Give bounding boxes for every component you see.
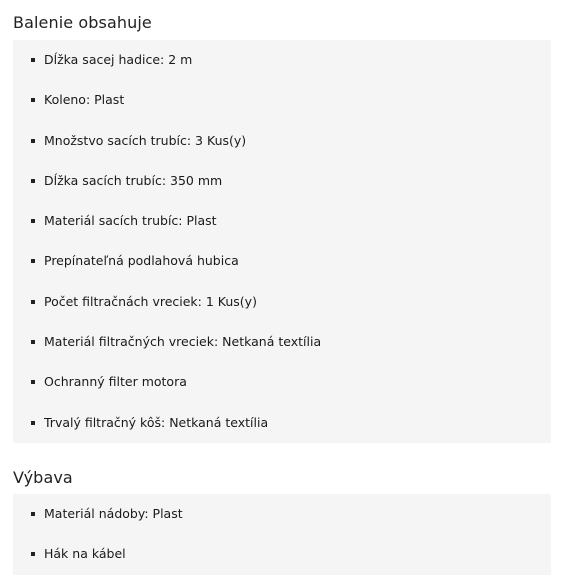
list-item — [13, 40, 551, 80]
list-item-text: Materiál filtračných vreciek: Netkaná textília — [44, 334, 322, 350]
list-item — [13, 121, 551, 161]
package-contents-section — [13, 10, 551, 443]
list-item-text: Dĺžka sacích trubíc: 350 mm — [44, 172, 223, 188]
list-item-text: Hák na kábel — [44, 546, 126, 562]
bullet-icon — [31, 58, 35, 62]
equipment-section — [13, 465, 551, 575]
bullet-icon — [31, 512, 35, 516]
list-item-text: Koleno: Plast — [44, 92, 125, 108]
list-item — [13, 80, 551, 120]
list-item-text: Trvalý filtračný kôš: Netkaná textília — [44, 414, 269, 430]
list-item-text: Materiál sacích trubíc: Plast — [44, 213, 217, 229]
bullet-icon — [31, 98, 35, 102]
list-item-text: Prepínateľná podlahová hubica — [44, 253, 239, 269]
bullet-icon — [31, 179, 35, 183]
list-item — [13, 322, 551, 362]
bullet-icon — [31, 219, 35, 223]
equipment-title: Výbava — [13, 468, 73, 487]
equipment-list — [13, 494, 551, 575]
package-contents-title: Balenie obsahuje — [13, 13, 152, 32]
bullet-icon — [31, 259, 35, 263]
list-item-text: Dĺžka sacej hadice: 2 m — [44, 52, 193, 67]
bullet-icon — [31, 139, 35, 143]
bullet-icon — [31, 552, 35, 556]
bullet-icon — [31, 340, 35, 344]
list-item-text: Počet filtračnách vreciek: 1 Kus(y) — [44, 293, 257, 309]
list-item — [13, 241, 551, 281]
package-contents-list — [13, 40, 551, 443]
list-item-text: Množstvo sacích trubíc: 3 Kus(y) — [44, 132, 247, 148]
list-item — [13, 403, 551, 443]
list-item — [13, 201, 551, 241]
list-item — [13, 494, 551, 534]
list-item-text: Ochranný filter motora — [44, 374, 187, 390]
list-item — [13, 161, 551, 201]
list-item — [13, 282, 551, 322]
bullet-icon — [31, 300, 35, 304]
list-item-text: Materiál nádoby: Plast — [44, 506, 183, 521]
list-item — [13, 534, 551, 574]
bullet-icon — [31, 421, 35, 425]
list-item — [13, 362, 551, 402]
bullet-icon — [31, 380, 35, 384]
